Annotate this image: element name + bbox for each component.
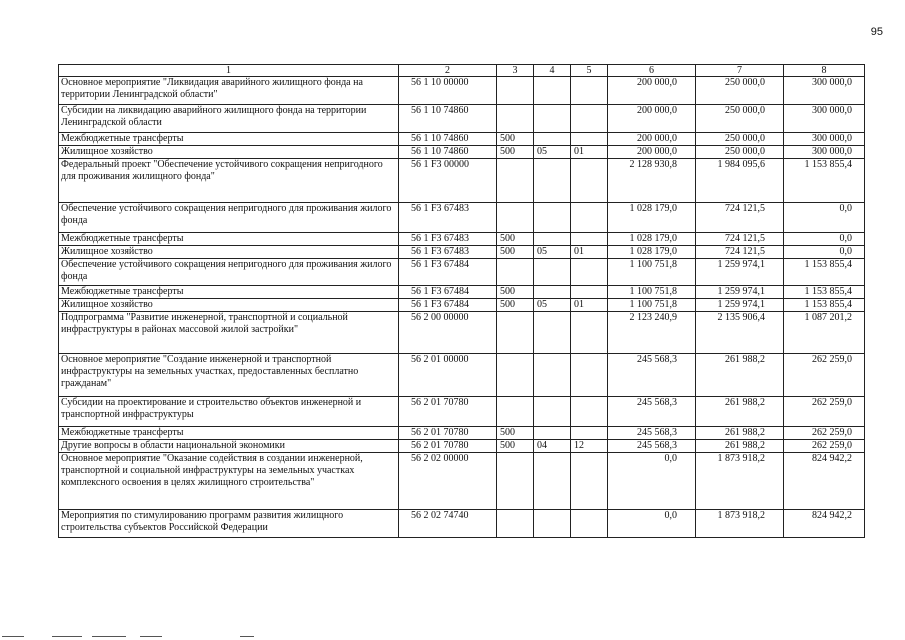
value-col-8: 1 153 855,4 — [784, 299, 865, 312]
section-cell: 500 — [497, 286, 534, 299]
row-name-cell: Субсидии на проектирование и строительство объектов инженерной и транспортной инфраструктуры — [59, 397, 399, 427]
code-cell: 56 2 01 70780 — [399, 440, 497, 453]
article-cell — [571, 354, 608, 397]
value-col-6: 0,0 — [608, 510, 696, 538]
row-name-cell: Мероприятия по стимулированию программ развития жилищного строительства субъектов Российской Федерации — [59, 510, 399, 538]
table-row — [59, 133, 865, 146]
section-cell — [497, 510, 534, 538]
code-cell: 56 1 10 74860 — [399, 146, 497, 159]
value-col-8: 824 942,2 — [784, 453, 865, 510]
value-col-8: 1 153 855,4 — [784, 259, 865, 286]
value-col-8: 1 153 855,4 — [784, 159, 865, 203]
value-col-8: 1 153 855,4 — [784, 286, 865, 299]
value-col-7: 724 121,5 — [696, 203, 784, 233]
header-row — [59, 65, 865, 77]
subsection-cell — [534, 286, 571, 299]
section-cell — [497, 312, 534, 354]
article-cell — [571, 159, 608, 203]
subsection-cell — [534, 259, 571, 286]
section-cell — [497, 105, 534, 133]
value-col-6: 1 100 751,8 — [608, 259, 696, 286]
row-name-cell: Основное мероприятие "Оказание содействия в создании инженерной, транспортной и социальной инфраструктуры на земельных участках комплексного освоения в целях жилищного строительства" — [59, 453, 399, 510]
article-cell — [571, 105, 608, 133]
value-col-7: 261 988,2 — [696, 427, 784, 440]
value-col-6: 1 028 179,0 — [608, 246, 696, 259]
table-row — [59, 354, 865, 397]
row-name-cell: Обеспечение устойчивого сокращения непригодного для проживания жилого фонда — [59, 203, 399, 233]
value-col-7: 1 873 918,2 — [696, 453, 784, 510]
section-cell — [497, 259, 534, 286]
row-name-cell: Подпрограмма "Развитие инженерной, транспортной и социальной инфраструктуры в районах массовой жилой застройки" — [59, 312, 399, 354]
value-col-8: 824 942,2 — [784, 510, 865, 538]
value-col-7: 250 000,0 — [696, 77, 784, 105]
column-header: 8 — [784, 65, 865, 77]
value-col-7: 724 121,5 — [696, 246, 784, 259]
code-cell: 56 1 10 74860 — [399, 105, 497, 133]
article-cell — [571, 453, 608, 510]
row-name-cell: Субсидии на ликвидацию аварийного жилищного фонда на территории Ленинградской области — [59, 105, 399, 133]
code-cell: 56 2 00 00000 — [399, 312, 497, 354]
table-body — [59, 77, 865, 538]
value-col-6: 2 123 240,9 — [608, 312, 696, 354]
table-row — [59, 510, 865, 538]
row-name-cell: Межбюджетные трансферты — [59, 233, 399, 246]
page-number: 95 — [870, 26, 883, 38]
table-row — [59, 259, 865, 286]
budget-table — [58, 64, 865, 538]
row-name-cell: Другие вопросы в области национальной экономики — [59, 440, 399, 453]
column-header: 2 — [399, 65, 497, 77]
row-name-cell: Жилищное хозяйство — [59, 246, 399, 259]
value-col-7: 1 259 974,1 — [696, 259, 784, 286]
value-col-7: 261 988,2 — [696, 397, 784, 427]
subsection-cell — [534, 427, 571, 440]
value-col-7: 250 000,0 — [696, 105, 784, 133]
scan-edge-marks — [0, 632, 905, 640]
row-name-cell: Основное мероприятие "Создание инженерной и транспортной инфраструктуры на земельных участках, предоставленных бесплатно гражданам" — [59, 354, 399, 397]
row-name-cell: Федеральный проект "Обеспечение устойчивого сокращения непригодного для проживания жилищного фонда" — [59, 159, 399, 203]
value-col-7: 261 988,2 — [696, 354, 784, 397]
section-cell: 500 — [497, 427, 534, 440]
code-cell: 56 1 F3 67484 — [399, 286, 497, 299]
row-name-cell: Межбюджетные трансферты — [59, 427, 399, 440]
code-cell: 56 1 10 74860 — [399, 133, 497, 146]
code-cell: 56 1 F3 67483 — [399, 246, 497, 259]
value-col-6: 2 128 930,8 — [608, 159, 696, 203]
article-cell — [571, 233, 608, 246]
row-name-cell: Жилищное хозяйство — [59, 146, 399, 159]
row-name-cell: Основное мероприятие "Ликвидация аварийного жилищного фонда на территории Ленинградской области" — [59, 77, 399, 105]
section-cell — [497, 203, 534, 233]
code-cell: 56 1 F3 67483 — [399, 203, 497, 233]
value-col-6: 245 568,3 — [608, 354, 696, 397]
table-row — [59, 246, 865, 259]
code-cell: 56 1 F3 00000 — [399, 159, 497, 203]
table-row — [59, 105, 865, 133]
value-col-8: 300 000,0 — [784, 146, 865, 159]
subsection-cell: 05 — [534, 299, 571, 312]
subsection-cell: 05 — [534, 246, 571, 259]
table-row — [59, 427, 865, 440]
article-cell: 12 — [571, 440, 608, 453]
value-col-7: 724 121,5 — [696, 233, 784, 246]
value-col-7: 261 988,2 — [696, 440, 784, 453]
code-cell: 56 2 01 70780 — [399, 397, 497, 427]
table-row — [59, 286, 865, 299]
section-cell: 500 — [497, 246, 534, 259]
row-name-cell: Межбюджетные трансферты — [59, 286, 399, 299]
value-col-6: 1 028 179,0 — [608, 233, 696, 246]
value-col-6: 200 000,0 — [608, 105, 696, 133]
subsection-cell — [534, 159, 571, 203]
value-col-6: 1 100 751,8 — [608, 299, 696, 312]
value-col-6: 1 028 179,0 — [608, 203, 696, 233]
code-cell: 56 1 10 00000 — [399, 77, 497, 105]
value-col-6: 245 568,3 — [608, 427, 696, 440]
value-col-8: 0,0 — [784, 246, 865, 259]
value-col-7: 250 000,0 — [696, 133, 784, 146]
value-col-6: 1 100 751,8 — [608, 286, 696, 299]
article-cell — [571, 77, 608, 105]
value-col-7: 1 873 918,2 — [696, 510, 784, 538]
subsection-cell — [534, 133, 571, 146]
row-name-cell: Межбюджетные трансферты — [59, 133, 399, 146]
section-cell: 500 — [497, 299, 534, 312]
code-cell: 56 2 02 74740 — [399, 510, 497, 538]
section-cell: 500 — [497, 146, 534, 159]
subsection-cell — [534, 453, 571, 510]
section-cell — [497, 354, 534, 397]
subsection-cell: 04 — [534, 440, 571, 453]
subsection-cell — [534, 397, 571, 427]
table-row — [59, 312, 865, 354]
subsection-cell — [534, 312, 571, 354]
value-col-7: 2 135 906,4 — [696, 312, 784, 354]
table-row — [59, 159, 865, 203]
subsection-cell — [534, 354, 571, 397]
row-name-cell: Обеспечение устойчивого сокращения непригодного для проживания жилого фонда — [59, 259, 399, 286]
column-header: 6 — [608, 65, 696, 77]
value-col-7: 1 984 095,6 — [696, 159, 784, 203]
value-col-8: 300 000,0 — [784, 133, 865, 146]
code-cell: 56 1 F3 67484 — [399, 259, 497, 286]
value-col-8: 262 259,0 — [784, 397, 865, 427]
subsection-cell — [534, 233, 571, 246]
subsection-cell — [534, 77, 571, 105]
value-col-8: 262 259,0 — [784, 440, 865, 453]
value-col-7: 1 259 974,1 — [696, 299, 784, 312]
table-row — [59, 203, 865, 233]
subsection-cell — [534, 203, 571, 233]
article-cell: 01 — [571, 146, 608, 159]
value-col-6: 245 568,3 — [608, 397, 696, 427]
article-cell — [571, 133, 608, 146]
value-col-8: 300 000,0 — [784, 105, 865, 133]
table-row — [59, 299, 865, 312]
subsection-cell: 05 — [534, 146, 571, 159]
code-cell: 56 2 01 00000 — [399, 354, 497, 397]
value-col-8: 1 087 201,2 — [784, 312, 865, 354]
section-cell: 500 — [497, 440, 534, 453]
value-col-6: 200 000,0 — [608, 77, 696, 105]
column-header: 5 — [571, 65, 608, 77]
value-col-7: 1 259 974,1 — [696, 286, 784, 299]
article-cell — [571, 286, 608, 299]
value-col-8: 0,0 — [784, 203, 865, 233]
section-cell — [497, 453, 534, 510]
table-row — [59, 453, 865, 510]
table-row — [59, 77, 865, 105]
value-col-6: 200 000,0 — [608, 146, 696, 159]
column-header: 3 — [497, 65, 534, 77]
section-cell — [497, 159, 534, 203]
value-col-7: 250 000,0 — [696, 146, 784, 159]
row-name-cell: Жилищное хозяйство — [59, 299, 399, 312]
value-col-6: 245 568,3 — [608, 440, 696, 453]
code-cell: 56 2 02 00000 — [399, 453, 497, 510]
article-cell: 01 — [571, 246, 608, 259]
value-col-6: 200 000,0 — [608, 133, 696, 146]
section-cell — [497, 77, 534, 105]
article-cell — [571, 203, 608, 233]
value-col-8: 262 259,0 — [784, 427, 865, 440]
value-col-8: 300 000,0 — [784, 77, 865, 105]
section-cell: 500 — [497, 233, 534, 246]
column-header: 4 — [534, 65, 571, 77]
column-header: 1 — [59, 65, 399, 77]
section-cell — [497, 397, 534, 427]
table-row — [59, 440, 865, 453]
code-cell: 56 1 F3 67484 — [399, 299, 497, 312]
value-col-8: 0,0 — [784, 233, 865, 246]
article-cell — [571, 427, 608, 440]
table-row — [59, 397, 865, 427]
code-cell: 56 2 01 70780 — [399, 427, 497, 440]
article-cell: 01 — [571, 299, 608, 312]
article-cell — [571, 397, 608, 427]
code-cell: 56 1 F3 67483 — [399, 233, 497, 246]
column-header: 7 — [696, 65, 784, 77]
value-col-8: 262 259,0 — [784, 354, 865, 397]
section-cell: 500 — [497, 133, 534, 146]
article-cell — [571, 510, 608, 538]
subsection-cell — [534, 510, 571, 538]
table-row — [59, 146, 865, 159]
article-cell — [571, 312, 608, 354]
value-col-6: 0,0 — [608, 453, 696, 510]
subsection-cell — [534, 105, 571, 133]
article-cell — [571, 259, 608, 286]
table-row — [59, 233, 865, 246]
